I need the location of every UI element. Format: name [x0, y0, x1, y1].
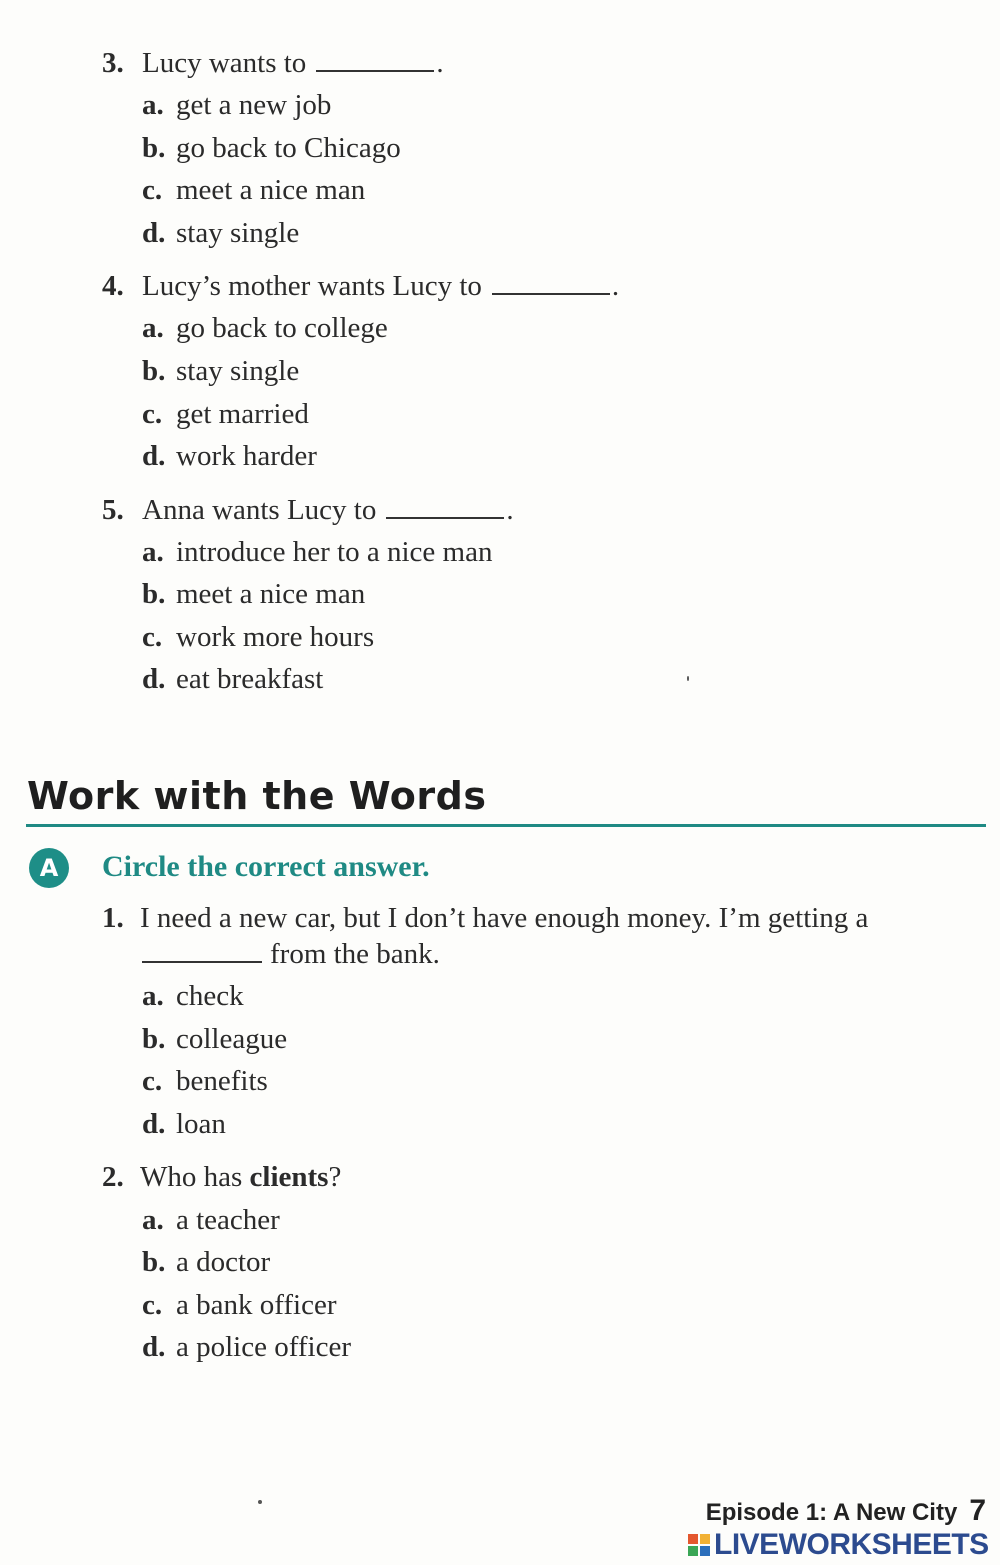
- option-letter: d.: [142, 663, 166, 695]
- option-text: stay single: [176, 217, 300, 249]
- option-letter: c.: [142, 1289, 163, 1321]
- question-1-line2: [142, 939, 440, 969]
- option-3d[interactable]: [142, 219, 299, 248]
- liveworksheets-watermark: [688, 1528, 989, 1562]
- option-5d[interactable]: [142, 665, 323, 694]
- question-3: [102, 48, 444, 78]
- question-number: 4.: [102, 270, 124, 302]
- option-1d[interactable]: [142, 1110, 226, 1139]
- question-2: [102, 1163, 341, 1192]
- question-text: Lucy’s mother wants Lucy to: [142, 270, 482, 302]
- option-5c[interactable]: [142, 623, 374, 652]
- option-letter: d.: [142, 1331, 166, 1363]
- option-text: meet a nice man: [176, 174, 366, 206]
- page-footer: [706, 1494, 986, 1528]
- question-5: [102, 495, 514, 525]
- option-5b[interactable]: [142, 580, 365, 609]
- question-keyword: clients: [249, 1161, 329, 1193]
- instruction-text: Circle the correct answer.: [102, 850, 430, 883]
- answer-blank[interactable]: [142, 939, 262, 963]
- question-end: ?: [328, 1161, 342, 1193]
- option-letter: a.: [142, 980, 164, 1012]
- question-end: .: [506, 494, 514, 526]
- question-number: 2.: [102, 1161, 124, 1193]
- option-text: check: [176, 980, 244, 1012]
- option-letter: c.: [142, 398, 163, 430]
- option-text: work more hours: [176, 621, 375, 653]
- option-1b[interactable]: [142, 1025, 287, 1054]
- option-text: a bank officer: [176, 1289, 337, 1321]
- option-text: a teacher: [176, 1204, 280, 1236]
- option-letter: a.: [142, 312, 164, 344]
- option-letter: c.: [142, 1065, 163, 1097]
- option-letter: a.: [142, 1204, 164, 1236]
- option-text: eat breakfast: [176, 663, 324, 695]
- page-number: 7: [969, 1494, 986, 1527]
- episode-title: Episode 1: A New City: [705, 1499, 958, 1526]
- option-letter: b.: [142, 578, 166, 610]
- option-text: meet a nice man: [176, 578, 366, 610]
- section-divider: [26, 824, 986, 827]
- option-text: a police officer: [176, 1331, 351, 1363]
- question-text: from the bank.: [270, 938, 440, 970]
- question-number: 1.: [102, 902, 124, 934]
- option-letter: a.: [142, 89, 164, 121]
- option-letter: a.: [142, 536, 164, 568]
- question-number: 5.: [102, 494, 124, 526]
- option-text: colleague: [176, 1023, 288, 1055]
- option-1c[interactable]: [142, 1067, 268, 1096]
- option-text: go back to Chicago: [176, 132, 401, 164]
- option-text: loan: [176, 1108, 226, 1140]
- option-5a[interactable]: [142, 538, 492, 567]
- option-letter: b.: [142, 132, 166, 164]
- option-4c[interactable]: [142, 400, 309, 429]
- question-end: .: [611, 270, 620, 302]
- option-text: work harder: [176, 440, 317, 472]
- option-letter: b.: [142, 1023, 166, 1055]
- watermark-text: LIVEWORKSHEETS: [714, 1528, 989, 1561]
- option-text: get a new job: [176, 89, 332, 121]
- answer-blank[interactable]: [386, 495, 504, 519]
- option-letter: d.: [142, 440, 166, 472]
- option-4a[interactable]: [142, 314, 388, 343]
- option-2a[interactable]: [142, 1206, 280, 1235]
- option-3b[interactable]: [142, 134, 401, 163]
- option-letter: b.: [142, 355, 166, 387]
- scan-speck: [258, 1500, 262, 1504]
- scan-speck: [687, 676, 689, 681]
- question-text: Lucy wants to: [142, 47, 307, 79]
- option-1a[interactable]: [142, 982, 244, 1011]
- option-text: get married: [176, 398, 309, 430]
- question-text: Who has: [140, 1161, 243, 1193]
- question-4: [102, 271, 619, 301]
- option-text: stay single: [176, 355, 300, 387]
- option-text: a doctor: [176, 1246, 271, 1278]
- section-heading: Work with the Words: [27, 774, 487, 818]
- option-text: go back to college: [176, 312, 388, 344]
- question-text: I need a new car, but I don’t have enough money. I’m getting a: [140, 902, 869, 934]
- question-1: [102, 904, 868, 933]
- option-letter: d.: [142, 217, 166, 249]
- option-2d[interactable]: [142, 1333, 351, 1362]
- option-letter: b.: [142, 1246, 166, 1278]
- option-2c[interactable]: [142, 1291, 337, 1320]
- option-3a[interactable]: [142, 91, 331, 120]
- option-letter: d.: [142, 1108, 166, 1140]
- option-text: benefits: [176, 1065, 268, 1097]
- option-2b[interactable]: [142, 1248, 270, 1277]
- option-4d[interactable]: [142, 442, 317, 471]
- liveworksheets-logo-icon: [688, 1534, 710, 1556]
- section-badge: A: [29, 848, 69, 888]
- option-letter: c.: [142, 621, 163, 653]
- answer-blank[interactable]: [316, 48, 434, 72]
- question-number: 3.: [102, 47, 124, 79]
- question-text: Anna wants Lucy to: [142, 494, 377, 526]
- option-text: introduce her to a nice man: [176, 536, 493, 568]
- answer-blank[interactable]: [492, 271, 610, 295]
- question-end: .: [436, 47, 444, 79]
- option-3c[interactable]: [142, 176, 365, 205]
- option-4b[interactable]: [142, 357, 299, 386]
- option-letter: c.: [142, 174, 163, 206]
